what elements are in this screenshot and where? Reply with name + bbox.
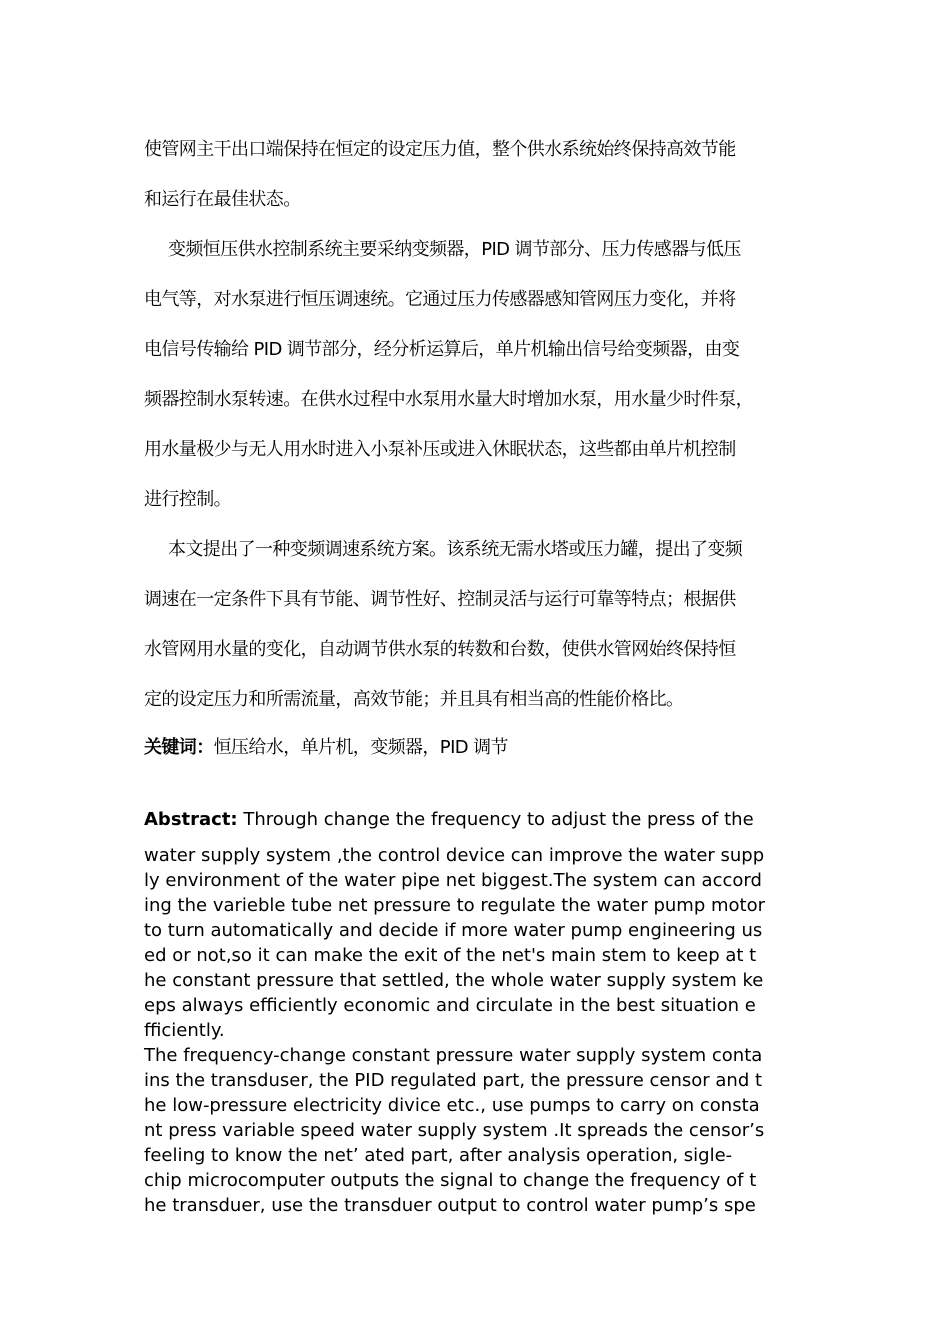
text-line: he low-pressure electricity divice etc., use pumps to carry on consta <box>144 1095 760 1116</box>
text-line: water supply system ,the control device can improve the water supp <box>144 845 765 866</box>
paragraph-summary-end <box>144 125 808 225</box>
abstract-label: Abstract: <box>144 809 238 830</box>
text-line: he transduer, use the transduer output to control water pump’s spe <box>144 1195 756 1216</box>
text-line: The frequency-change constant pressure water supply system conta <box>144 1045 763 1066</box>
abstract-body <box>144 843 808 1218</box>
text-line: 定的设定压力和所需流量，高效节能；并且具有相当高的性能价格比。 <box>144 689 684 710</box>
text-line: fficiently. <box>144 1020 225 1041</box>
text-line: nt press variable speed water supply system .It spreads the censor’s <box>144 1120 765 1141</box>
text-line: eps always efficiently economic and circulate in the best situation e <box>144 995 756 1016</box>
keywords-text: 恒压给水，单片机，变频器，PID 调节 <box>213 737 508 758</box>
keywords-label: 关键词： <box>144 737 214 758</box>
text-line: chip microcomputer outputs the signal to change the frequency of t <box>144 1170 757 1191</box>
text-line: 用水量极少与无人用水时进入小泵补压或进入休眠状态，这些都由单片机控制 <box>144 439 736 460</box>
text-line: feeling to know the net’ ated part, after analysis operation, sigle- <box>144 1145 733 1166</box>
text-line: 电信号传输给 PID 调节部分，经分析运算后，单片机输出信号给变频器，由变 <box>144 339 740 360</box>
text-line: he constant pressure that settled, the whole water supply system ke <box>144 970 764 991</box>
text-line: 进行控制。 <box>144 489 231 510</box>
text-line: to turn automatically and decide if more water pump engineering us <box>144 920 763 941</box>
text-line: ed or not,so it can make the exit of the net's main stem to keep at t <box>144 945 757 966</box>
keywords-line <box>144 723 808 773</box>
text-line: 和运行在最佳状态。 <box>144 189 301 210</box>
abstract-heading-line <box>144 807 808 832</box>
text-line: ly environment of the water pipe net biggest.The system can accord <box>144 870 762 891</box>
text-line: 电气等，对水泵进行恒压调速统。它通过压力传感器感知管网压力变化，并将 <box>144 289 736 310</box>
text-line: ing the varieble tube net pressure to regulate the water pump motor <box>144 895 766 916</box>
paragraph-proposal <box>144 525 808 725</box>
text-line: 水管网用水量的变化，自动调节供水泵的转数和台数，使供水管网始终保持恒 <box>144 639 736 660</box>
text-line: 变频恒压供水控制系统主要采纳变频器，PID 调节部分、压力传感器与低压 <box>168 239 741 260</box>
text-line: 使管网主干出口端保持在恒定的设定压力值，整个供水系统始终保持高效节能 <box>144 139 736 160</box>
text-line: 调速在一定条件下具有节能、调节性好、控制灵活与运行可靠等特点；根据供 <box>144 589 736 610</box>
text-line: 频器控制水泵转速。在供水过程中水泵用水量大时增加水泵，用水量少时件泵， <box>144 389 753 410</box>
text-line: 本文提出了一种变频调速系统方案。该系统无需水塔或压力罐，提出了变频 <box>168 539 743 560</box>
paragraph-system-description <box>144 225 808 525</box>
abstract-first-line: Through change the frequency to adjust the press of the <box>237 809 754 830</box>
text-line: ins the transduser, the PID regulated part, the pressure censor and t <box>144 1070 763 1091</box>
